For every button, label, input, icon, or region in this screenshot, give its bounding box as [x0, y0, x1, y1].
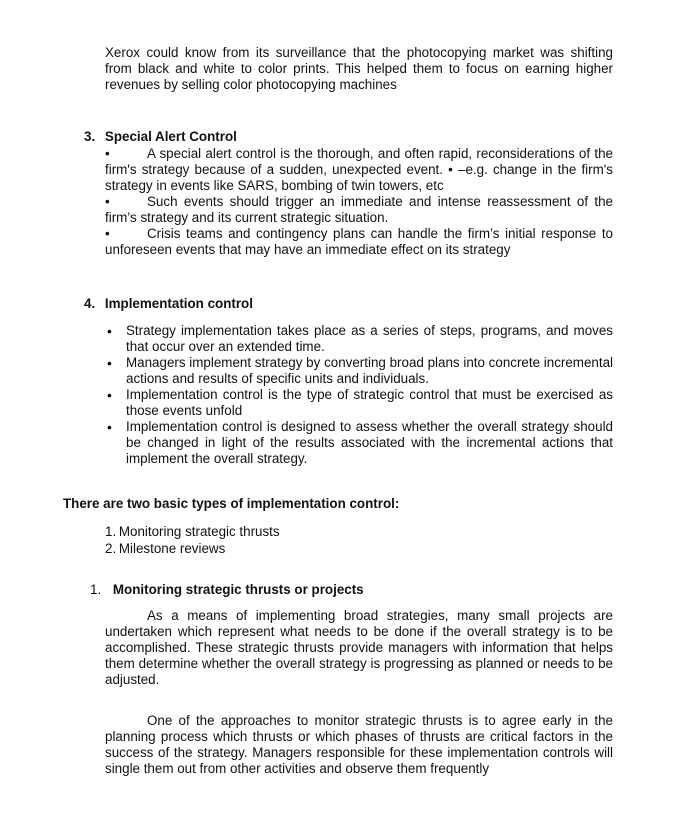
subsection1-paragraph-0: As a means of implementing broad strategies, many small projects are undertaken which represent what needs to be done if the overall strategy is to be accomplished. These strategic thrusts provide managers with information that helps them determine whether the overall strategy is progressing as planned or needs to be adjusted.: [105, 608, 613, 687]
section4-bullet-3: • Implementation control is designed to assess whether the overall strategy should be changed in light of the results associated with the incremental actions that implement the overall strategy.: [107, 419, 613, 466]
types-list: [105, 523, 280, 557]
bullet-icon: •: [105, 194, 110, 209]
bullet-icon: •: [107, 387, 112, 403]
section4-title: Implementation control: [104, 296, 253, 311]
bullet-icon: •: [105, 146, 110, 161]
types-list-item: 2. Milestone reviews: [105, 541, 226, 556]
bullet-icon: •: [105, 226, 110, 241]
bullet-icon: •: [107, 419, 112, 435]
section4-bullet-0: • Strategy implementation takes place as a series of steps, programs, and moves that occur over an extended time.: [107, 323, 613, 354]
section3-bullet-2: • Crisis teams and contingency plans can handle the firm’s initial response to unforeseen events that may have an immediate effect on its strategy: [105, 226, 613, 257]
section3-title: Special Alert Control: [104, 129, 237, 144]
section4-bullets: [105, 323, 613, 467]
bullet-icon: •: [107, 355, 112, 371]
section3-bullet-0: • A special alert control is the thorough, and often rapid, reconsiderations of the firm's strategy because of a sudden, unexpected event. • –e.g. change in the firm's strategy in events like SARS, bombing of twin towers, etc: [105, 146, 613, 193]
section3-heading: [84, 129, 237, 144]
intro-paragraph: Xerox could know from its surveillance that the photocopying market was shifting from black and white to color prints. This helped them to focus on earning higher revenues by selling color photocopying machines: [105, 45, 613, 92]
subsection1-paragraph-1: One of the approaches to monitor strategic thrusts is to agree early in the planning process which thrusts or which phases of thrusts are critical factors in the success of the strategy. Managers responsible for these implementation controls will single them out from other activities and observe them frequently: [105, 713, 613, 776]
section4-bullet-1: • Managers implement strategy by converting broad plans into concrete incremental actions and results of specific units and individuals.: [107, 355, 613, 386]
section3-bullets: [105, 146, 613, 258]
section4-bullet-2: • Implementation control is the type of strategic control that must be exercised as those events unfold: [107, 387, 613, 418]
section4-number: 4.: [84, 296, 96, 311]
types-list-item: 1. Monitoring strategic thrusts: [105, 524, 280, 539]
subsection1-title: Monitoring strategic thrusts or projects: [112, 582, 364, 597]
types-heading: There are two basic types of implementation control:: [63, 496, 400, 511]
section4-heading: [84, 296, 253, 311]
subsection1-number: 1.: [90, 582, 102, 597]
section3-bullet-1: • Such events should trigger an immediate and intense reassessment of the firm’s strategy and its current strategic situation.: [105, 194, 613, 225]
subsection1-heading: [90, 582, 364, 597]
bullet-icon: •: [107, 323, 112, 339]
section3-number: 3.: [84, 129, 96, 144]
